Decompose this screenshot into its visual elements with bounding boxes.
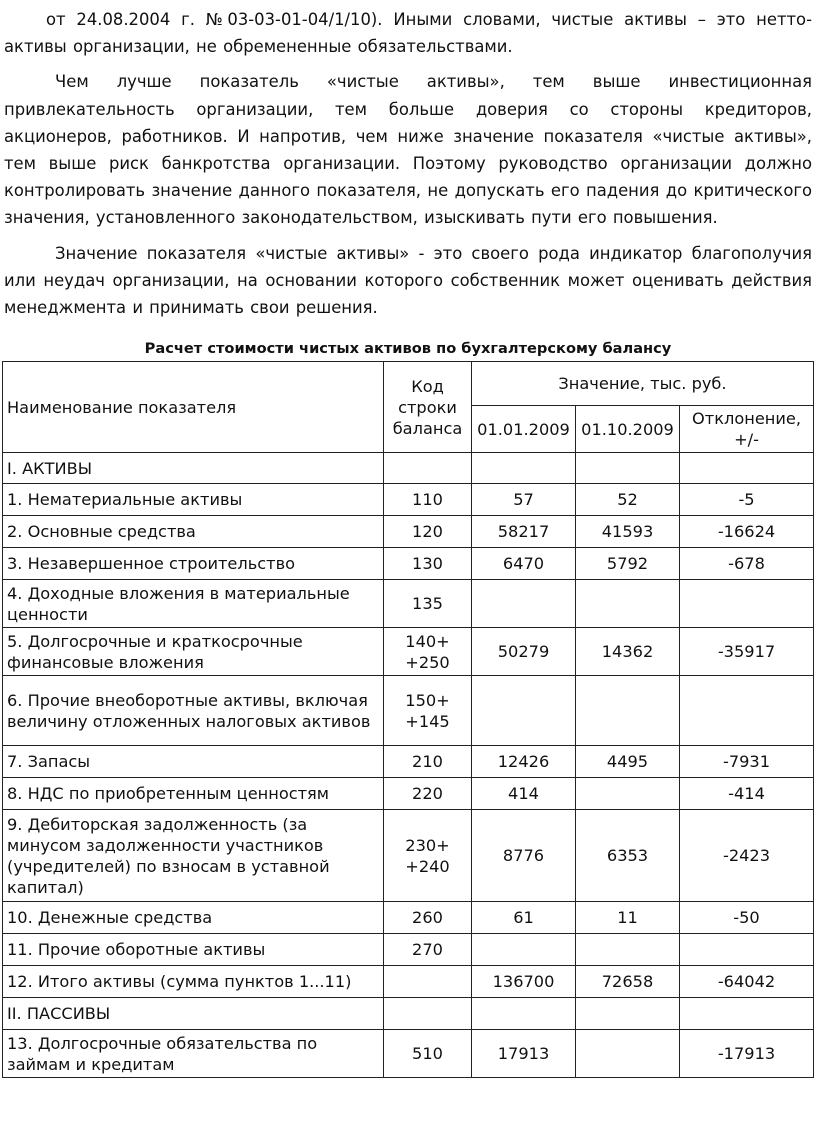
row-value-2009-01-cell bbox=[472, 998, 576, 1030]
header-deviation: Отклонение, +/- bbox=[680, 406, 814, 453]
header-date-1: 01.01.2009 bbox=[472, 406, 576, 453]
row-value-2009-01-cell: 414 bbox=[472, 778, 576, 810]
row-name-cell: 2. Основные средства bbox=[3, 516, 384, 548]
table-body bbox=[3, 453, 814, 1078]
header-date-2: 01.10.2009 bbox=[576, 406, 680, 453]
row-deviation-cell bbox=[680, 998, 814, 1030]
row-code-cell bbox=[384, 966, 472, 998]
row-deviation-cell bbox=[680, 453, 814, 484]
row-name-cell: 1. Нематериальные активы bbox=[3, 484, 384, 516]
table-row bbox=[3, 1030, 814, 1078]
row-code-cell: 270 bbox=[384, 934, 472, 966]
paragraph-1: от 24.08.2004 г. №03-03-01-04/1/10). Иными словами, чистые активы – это нетто-активы организации, не обремененные обязательствами. bbox=[4, 10, 812, 57]
row-value-2009-10-cell: 4495 bbox=[576, 746, 680, 778]
header-name: Наименование показателя bbox=[3, 362, 384, 453]
row-value-2009-10-cell: 14362 bbox=[576, 628, 680, 676]
row-value-2009-01-cell: 58217 bbox=[472, 516, 576, 548]
row-name-cell: 8. НДС по приобретенным ценностям bbox=[3, 778, 384, 810]
row-code-cell: 120 bbox=[384, 516, 472, 548]
row-value-2009-01-cell bbox=[472, 934, 576, 966]
row-deviation-cell: -678 bbox=[680, 548, 814, 580]
header-code: Код строки баланса bbox=[384, 362, 472, 453]
paragraph-2: Чем лучше показатель «чистые активы», тем выше инвестиционная привлекательность организации, тем больше доверия со стороны кредиторов, акционеров, работников. И напротив, чем ниже значение показателя «чистые активы», тем выше риск банкротства организации. Поэтому руководство организации должно контролировать значение данного показателя, не допускать его падения до критического значения, установленного законодательством, изыскивать пути его повышения. bbox=[4, 72, 812, 228]
row-name-cell: I. АКТИВЫ bbox=[3, 453, 384, 484]
row-value-2009-01-cell: 57 bbox=[472, 484, 576, 516]
row-name-cell: 6. Прочие внеоборотные активы, включая величину отложенных налоговых активов bbox=[3, 676, 384, 746]
row-deviation-cell: -7931 bbox=[680, 746, 814, 778]
table-row bbox=[3, 966, 814, 998]
row-deviation-cell: -414 bbox=[680, 778, 814, 810]
row-value-2009-10-cell bbox=[576, 934, 680, 966]
row-name-cell: 11. Прочие оборотные активы bbox=[3, 934, 384, 966]
table-row bbox=[3, 548, 814, 580]
header-values-group: Значение, тыс. руб. bbox=[472, 362, 814, 406]
row-deviation-cell: -64042 bbox=[680, 966, 814, 998]
body-text bbox=[4, 6, 812, 321]
row-name-cell: 13. Долгосрочные обязательства по займам и кредитам bbox=[3, 1030, 384, 1078]
row-code-cell: 230+ +240 bbox=[384, 810, 472, 902]
row-value-2009-10-cell: 52 bbox=[576, 484, 680, 516]
row-name-cell: 5. Долгосрочные и краткосрочные финансовые вложения bbox=[3, 628, 384, 676]
table-row bbox=[3, 516, 814, 548]
row-value-2009-01-cell: 17913 bbox=[472, 1030, 576, 1078]
row-deviation-cell: -5 bbox=[680, 484, 814, 516]
paragraph-3: Значение показателя «чистые активы» - это своего рода индикатор благополучия или неудач организации, на основании которого собственник может оценивать действия менеджмента и принимать свои решения. bbox=[4, 243, 812, 318]
table-row bbox=[3, 998, 814, 1030]
row-name-cell: 7. Запасы bbox=[3, 746, 384, 778]
row-code-cell: 140+ +250 bbox=[384, 628, 472, 676]
row-value-2009-10-cell bbox=[576, 778, 680, 810]
row-name-cell: 9. Дебиторская задолженность (за минусом задолженности участников (учредителей) по взносам в уставной капитал) bbox=[3, 810, 384, 902]
row-name-cell: 12. Итого активы (сумма пунктов 1...11) bbox=[3, 966, 384, 998]
row-value-2009-01-cell bbox=[472, 580, 576, 628]
row-code-cell: 510 bbox=[384, 1030, 472, 1078]
row-code-cell bbox=[384, 453, 472, 484]
row-code-cell: 220 bbox=[384, 778, 472, 810]
row-value-2009-01-cell: 136700 bbox=[472, 966, 576, 998]
row-deviation-cell: -2423 bbox=[680, 810, 814, 902]
row-value-2009-10-cell bbox=[576, 580, 680, 628]
row-value-2009-10-cell: 72658 bbox=[576, 966, 680, 998]
row-deviation-cell: -16624 bbox=[680, 516, 814, 548]
row-deviation-cell bbox=[680, 934, 814, 966]
row-value-2009-10-cell bbox=[576, 1030, 680, 1078]
row-value-2009-10-cell: 6353 bbox=[576, 810, 680, 902]
row-code-cell: 130 bbox=[384, 548, 472, 580]
row-value-2009-01-cell: 50279 bbox=[472, 628, 576, 676]
table-row bbox=[3, 778, 814, 810]
row-value-2009-01-cell bbox=[472, 676, 576, 746]
row-name-cell: 3. Незавершенное строительство bbox=[3, 548, 384, 580]
row-value-2009-01-cell: 12426 bbox=[472, 746, 576, 778]
row-code-cell bbox=[384, 998, 472, 1030]
row-code-cell: 150+ +145 bbox=[384, 676, 472, 746]
row-code-cell: 260 bbox=[384, 902, 472, 934]
row-deviation-cell: -50 bbox=[680, 902, 814, 934]
table-row bbox=[3, 676, 814, 746]
row-deviation-cell bbox=[680, 580, 814, 628]
table-row bbox=[3, 746, 814, 778]
row-deviation-cell bbox=[680, 676, 814, 746]
row-value-2009-01-cell: 61 bbox=[472, 902, 576, 934]
row-value-2009-10-cell bbox=[576, 676, 680, 746]
row-deviation-cell: -35917 bbox=[680, 628, 814, 676]
row-name-cell: 4. Доходные вложения в материальные ценности bbox=[3, 580, 384, 628]
row-value-2009-01-cell: 6470 bbox=[472, 548, 576, 580]
table-row bbox=[3, 484, 814, 516]
table-row bbox=[3, 453, 814, 484]
row-value-2009-10-cell: 5792 bbox=[576, 548, 680, 580]
row-name-cell: II. ПАССИВЫ bbox=[3, 998, 384, 1030]
row-code-cell: 135 bbox=[384, 580, 472, 628]
row-value-2009-01-cell: 8776 bbox=[472, 810, 576, 902]
row-code-cell: 210 bbox=[384, 746, 472, 778]
table-row bbox=[3, 580, 814, 628]
table-row bbox=[3, 934, 814, 966]
row-value-2009-10-cell: 41593 bbox=[576, 516, 680, 548]
table-row bbox=[3, 810, 814, 902]
row-value-2009-10-cell: 11 bbox=[576, 902, 680, 934]
row-code-cell: 110 bbox=[384, 484, 472, 516]
row-value-2009-01-cell bbox=[472, 453, 576, 484]
row-deviation-cell: -17913 bbox=[680, 1030, 814, 1078]
table-caption: Расчет стоимости чистых активов по бухгалтерскому балансу bbox=[144, 340, 672, 357]
row-value-2009-10-cell bbox=[576, 998, 680, 1030]
table-row bbox=[3, 628, 814, 676]
net-assets-table bbox=[2, 361, 814, 1078]
table-row bbox=[3, 902, 814, 934]
row-value-2009-10-cell bbox=[576, 453, 680, 484]
row-name-cell: 10. Денежные средства bbox=[3, 902, 384, 934]
